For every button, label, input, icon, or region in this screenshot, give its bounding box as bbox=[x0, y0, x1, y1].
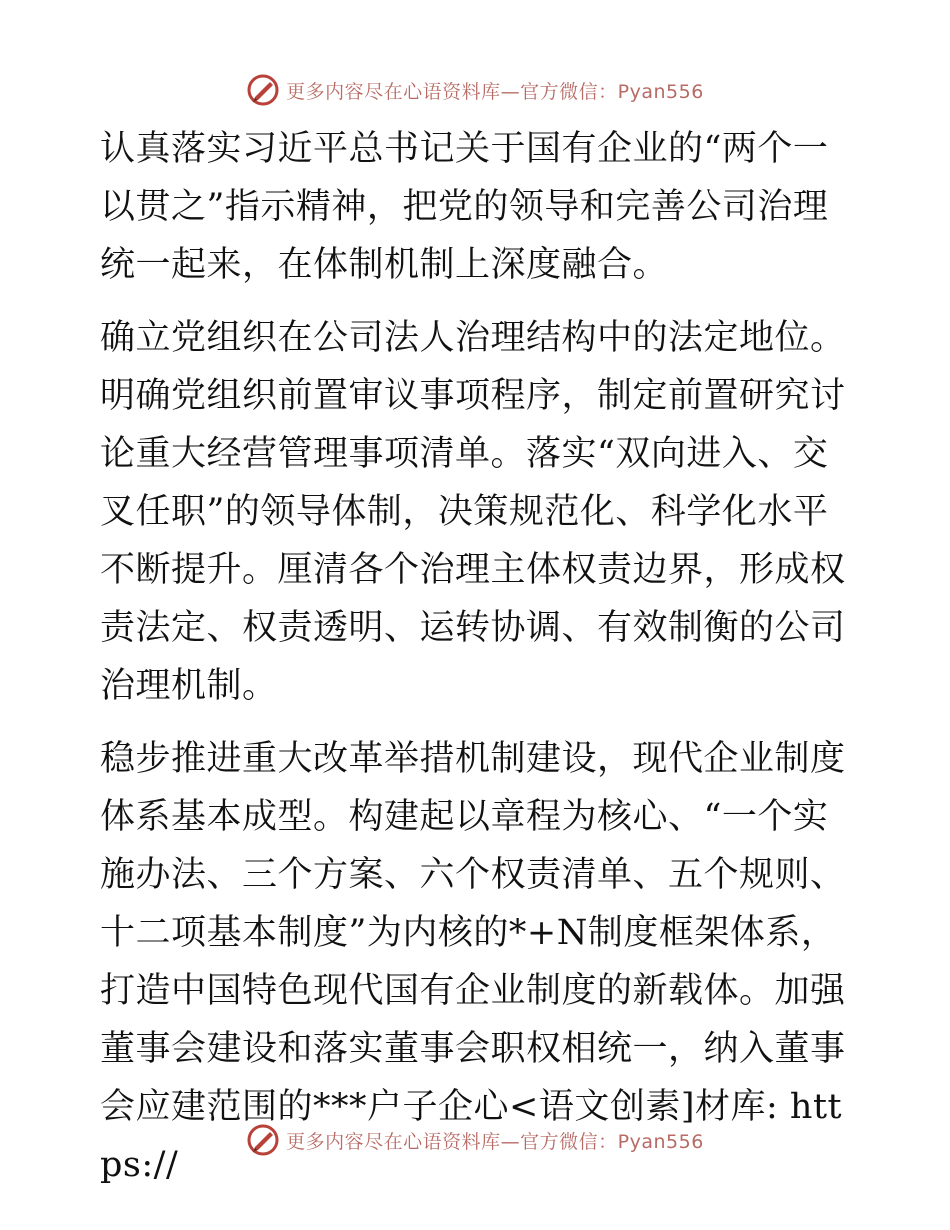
document-body bbox=[100, 120, 850, 1209]
watermark-text: 更多内容尽在心语资料库—官方微信：Pyan556 bbox=[286, 1130, 704, 1153]
logo-icon bbox=[246, 1123, 280, 1157]
paragraph-1: 认真落实习近平总书记关于国有企业的“两个一以贯之”指示精神，把党的领导和完善公司治理统一起来，在体制机制上深度融合。 bbox=[100, 129, 829, 285]
paragraph-2: 确立党组织在公司法人治理结构中的法定地位。明确党组织前置审议事项程序，制定前置研究讨论重大经营管理事项清单。落实“双向进入、交叉任职”的领导体制，决策规范化、科学化水平不断提升。厘清各个治理主体权责边界，形成权责法定、权责透明、运转协调、有效制衡的公司治理机制。 bbox=[100, 318, 846, 706]
paragraph-3: 稳步推进重大改革举措机制建设，现代企业制度体系基本成型。构建起以章程为核心、“一个实施办法、三个方案、六个权责清单、五个规则、十二项基本制度”为内核的*+N制度框架体系，打造中国特色现代国有企业制度的新载体。加强董事会建设和落实董事会职权相统一，纳入董事会应建范围的***户子企心<语文创素]材库: https:// bbox=[100, 739, 846, 1185]
logo-icon bbox=[246, 73, 280, 107]
watermark-text: 更多内容尽在心语资料库—官方微信：Pyan556 bbox=[286, 80, 704, 103]
header-watermark bbox=[0, 70, 950, 110]
footer-watermark bbox=[0, 1120, 950, 1160]
